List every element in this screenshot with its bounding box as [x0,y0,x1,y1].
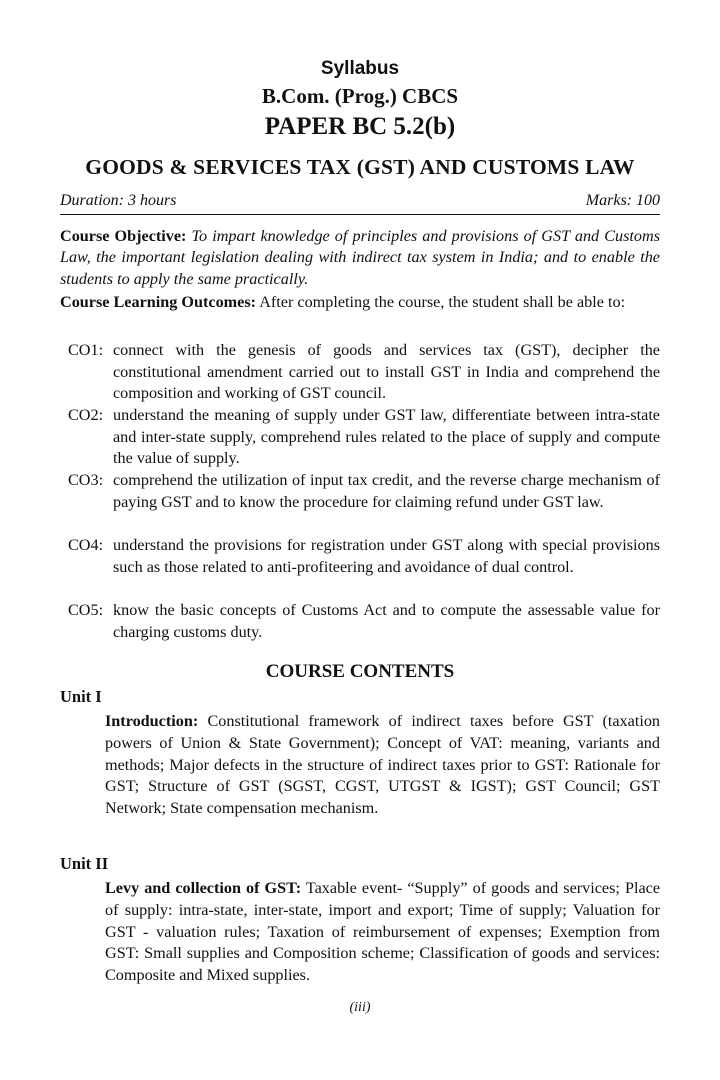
course-contents-heading: COURSE CONTENTS [265,661,455,682]
marks-text: Marks: 100 [585,192,660,209]
learning-outcomes-text: After completing the course, the student shall be able to: [259,293,626,311]
duration-marks-line [60,192,660,215]
course-objective-label: Course Objective: [60,227,187,245]
learning-outcomes-intro [60,292,660,313]
paper-code-heading: PAPER BC 5.2(b) [264,113,456,140]
unit-text: Constitutional framework of indirect taxes before GST (taxation powers of Union & State Government); Concept of VAT: meaning, variants and methods; Major defects in the structure of indirect taxes prior to GST: Rationale for GST; Structure of GST (SGST, CGST, UTGST & IGST); GST Council; GST Network; State compensation mechanism. [105,712,661,818]
unit-topic: Levy and collection of GST: [105,879,302,897]
unit-title: Unit I [60,687,102,706]
outcome-code: CO2: [68,406,104,424]
outcome-code: CO1: [68,341,104,359]
outcome-text: understand the meaning of supply under GST law, differentiate between intra-state and inter-state supply, comprehend rules related to the place of supply and compute the value of supply. [113,406,660,468]
unit-body [105,878,660,987]
outcome-text: comprehend the utilization of input tax credit, and the reverse charge mechanism of paying GST and to know the procedure for claiming refund under GST law. [113,471,660,511]
course-title: GOODS & SERVICES TAX (GST) AND CUSTOMS LAW [85,155,635,179]
program-heading: B.Com. (Prog.) CBCS [261,84,459,108]
outcome-text: connect with the genesis of goods and services tax (GST), decipher the constitutional amendment carried out to install GST in India and comprehend the composition and working of GST council. [113,341,660,403]
outcome-code: CO3: [68,471,104,489]
outcome-text: know the basic concepts of Customs Act and to compute the assessable value for charging customs duty. [113,601,660,641]
duration-text: Duration: 3 hours [60,192,177,209]
unit-title: Unit II [60,854,109,873]
outcome-code: CO4: [68,536,104,554]
unit-text: Taxable event- “Supply” of goods and services; Place of supply: intra-state, inter-state, import and export; Time of supply; Valuation for GST - valuation rules; Taxation of reimbursement of expenses; Exemption from GST: Small supplies and Composition scheme; Classification of goods and services: Composite and Mixed supplies. [105,879,661,985]
page-number: (iii) [349,1000,371,1015]
outcome-code: CO5: [68,601,104,619]
syllabus-heading: Syllabus [320,58,400,79]
unit-body [105,711,660,820]
course-objective-text: To impart knowledge of principles and provisions of GST and Customs Law, the important legislation dealing with indirect tax system in India; and to enable the students to apply the same practically. [60,227,661,288]
outcome-text: understand the provisions for registration under GST along with special provisions such as those related to anti-profiteering and avoidance of dual control. [113,536,660,576]
learning-outcomes-label: Course Learning Outcomes: [60,293,257,311]
course-objective [60,226,660,290]
unit-topic: Introduction: [105,712,199,730]
